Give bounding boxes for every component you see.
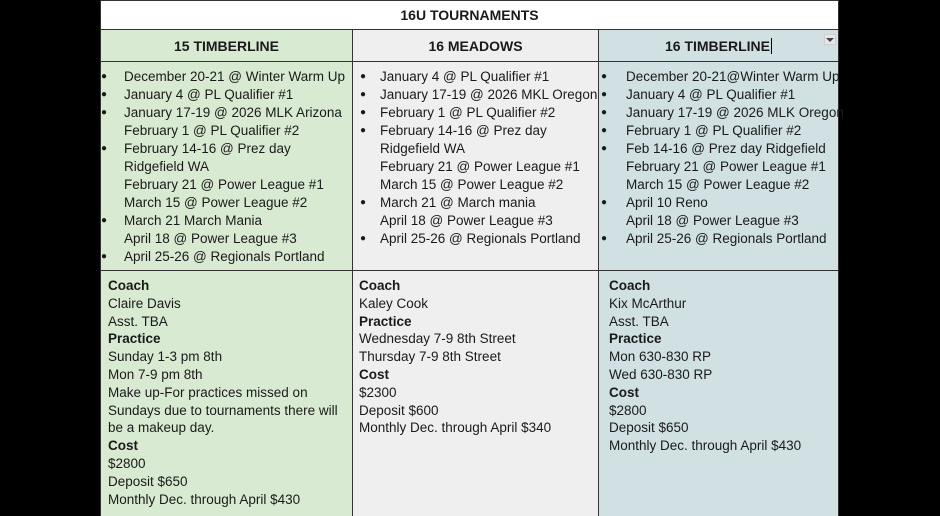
schedule-item (353, 230, 598, 248)
schedule-text: Feb 14-16 @ Prez day Ridgefield (626, 141, 826, 156)
team-name: 16 TIMBERLINE (664, 37, 770, 54)
team-name: 16 MEADOWS (428, 37, 523, 54)
bullet-icon: ● (360, 125, 367, 136)
bullet-icon: ● (101, 251, 108, 262)
schedule-item (101, 212, 352, 230)
table-title: 16U TOURNAMENTS (400, 7, 539, 23)
section-label: Cost (609, 384, 639, 400)
schedule-text: April 18 @ Power League #3 (124, 231, 297, 246)
schedule-text: February 1 @ PL Qualifier #2 (380, 105, 556, 120)
schedule-item (101, 104, 352, 122)
schedule-item (101, 86, 352, 104)
schedule-item (353, 122, 598, 140)
schedule-item (101, 158, 352, 176)
schedule-text: March 21 @ March mania (380, 195, 536, 210)
team-column-16-meadows (352, 30, 598, 516)
bullet-icon: ● (101, 89, 108, 100)
schedule-cell[interactable] (101, 62, 352, 271)
dropdown-arrow-icon[interactable] (824, 34, 836, 45)
schedule-item (101, 248, 352, 266)
info-line: $2300 (359, 384, 397, 400)
header-cell[interactable] (353, 30, 598, 62)
info-line: Make up-For practices missed on (108, 384, 308, 400)
schedule-item (599, 104, 844, 122)
schedule-text: February 21 @ Power League #1 (380, 159, 580, 174)
schedule-text: January 4 @ PL Qualifier #1 (626, 87, 796, 102)
schedule-item (599, 68, 838, 86)
schedule-text: February 1 @ PL Qualifier #2 (626, 123, 802, 138)
bullet-icon: ● (360, 89, 367, 100)
section-label: Cost (359, 366, 389, 382)
header-cell[interactable] (599, 30, 838, 62)
team-column-15-timberline (100, 30, 352, 516)
info-line: Wed 630-830 RP (609, 366, 713, 382)
bullet-icon: ● (601, 71, 608, 82)
info-line: Sundays due to tournaments there will (108, 402, 338, 418)
schedule-text: April 25-26 @ Regionals Portland (380, 231, 581, 246)
info-line: $2800 (609, 402, 647, 418)
schedule-cell[interactable] (599, 62, 844, 271)
section-label: Cost (108, 438, 138, 454)
bullet-icon: ● (360, 197, 367, 208)
bullet-icon: ● (601, 143, 608, 154)
schedule-text: December 20-21@Winter Warm Up (626, 69, 840, 84)
schedule-text: March 15 @ Power League #2 (124, 195, 308, 210)
info-line: Wednesday 7-9 8th Street (359, 331, 516, 347)
info-line: Deposit $650 (609, 420, 689, 436)
schedule-text: February 14-16 @ Prez day (380, 123, 547, 138)
info-cell[interactable] (101, 271, 352, 508)
schedule-text: January 17-19 @ 2026 MKL Oregon (380, 87, 598, 102)
schedule-item (101, 194, 352, 212)
schedule-text: March 21 March Mania (124, 213, 263, 228)
bullet-icon: ● (601, 107, 608, 118)
bullet-icon: ● (601, 125, 608, 136)
schedule-text: March 15 @ Power League #2 (626, 177, 810, 192)
spreadsheet-table (100, 0, 844, 516)
schedule-text: April 18 @ Power League #3 (380, 213, 553, 228)
schedule-item (353, 68, 598, 86)
schedule-item (353, 176, 598, 194)
schedule-item (353, 86, 598, 104)
schedule-item (101, 230, 352, 248)
schedule-item (101, 122, 352, 140)
info-line: Claire Davis (108, 295, 181, 311)
info-line: Deposit $650 (108, 473, 188, 489)
info-line: Kix McArthur (609, 295, 687, 311)
info-line: Mon 7-9 pm 8th (108, 366, 203, 382)
info-line: $2800 (108, 455, 146, 471)
bullet-icon: ● (601, 197, 608, 208)
schedule-text: March 15 @ Power League #2 (380, 177, 564, 192)
schedule-text: April 25-26 @ Regionals Portland (124, 249, 325, 264)
info-line: be a makeup day. (108, 420, 215, 436)
bullet-icon: ● (360, 233, 367, 244)
header-cell[interactable] (101, 30, 352, 62)
schedule-text: April 25-26 @ Regionals Portland (626, 231, 827, 246)
schedule-item (599, 140, 838, 158)
info-line: Sunday 1-3 pm 8th (108, 349, 223, 365)
info-line: Monthly Dec. through April $430 (609, 438, 802, 454)
schedule-item (599, 212, 838, 230)
schedule-cell[interactable] (353, 62, 598, 271)
bullet-icon: ● (101, 71, 108, 82)
schedule-item (353, 194, 598, 212)
bullet-icon: ● (101, 143, 108, 154)
schedule-item (599, 122, 838, 140)
schedule-item (353, 140, 598, 158)
section-label: Coach (359, 278, 401, 293)
schedule-text: April 18 @ Power League #3 (626, 213, 799, 228)
schedule-text: February 21 @ Power League #1 (626, 159, 826, 174)
info-line: Asst. TBA (108, 313, 168, 329)
schedule-text: Ridgefield WA (124, 159, 210, 174)
schedule-text: February 21 @ Power League #1 (124, 177, 324, 192)
bullet-icon: ● (101, 107, 108, 118)
section-label: Practice (609, 331, 662, 347)
schedule-item (101, 176, 352, 194)
section-label: Coach (609, 278, 651, 293)
bullet-icon: ● (601, 233, 608, 244)
info-line: Kaley Cook (359, 295, 429, 311)
schedule-text: January 17-19 @ 2026 MLK Oregon (626, 105, 844, 120)
schedule-text: February 1 @ PL Qualifier #2 (124, 123, 300, 138)
info-line: Asst. TBA (609, 313, 669, 329)
text-cursor (771, 38, 772, 54)
bullet-icon: ● (101, 215, 108, 226)
schedule-text: Ridgefield WA (380, 141, 466, 156)
section-label: Practice (359, 313, 412, 329)
info-line: Mon 630-830 RP (609, 349, 712, 365)
schedule-text: January 4 @ PL Qualifier #1 (124, 87, 294, 102)
bullet-icon: ● (360, 107, 367, 118)
section-label: Coach (108, 278, 150, 293)
schedule-item (599, 86, 838, 104)
schedule-item (599, 158, 838, 176)
bullet-icon: ● (601, 89, 608, 100)
schedule-text: January 17-19 @ 2026 MLK Arizona (124, 105, 342, 120)
schedule-item (353, 158, 598, 176)
schedule-item (599, 176, 838, 194)
team-name: 15 TIMBERLINE (173, 37, 279, 54)
info-line: Thursday 7-9 8th Street (359, 349, 501, 365)
info-line: Deposit $600 (359, 402, 439, 418)
team-column-16-timberline (598, 30, 844, 516)
info-line: Monthly Dec. through April $340 (359, 420, 552, 436)
section-label: Practice (108, 331, 161, 347)
schedule-text: December 20-21 @ Winter Warm Up (124, 69, 346, 84)
schedule-item (599, 194, 838, 212)
schedule-text: January 4 @ PL Qualifier #1 (380, 69, 550, 84)
schedule-text: February 14-16 @ Prez day (124, 141, 291, 156)
schedule-item (599, 230, 838, 248)
info-cell[interactable] (599, 271, 838, 455)
info-line: Monthly Dec. through April $430 (108, 491, 301, 507)
schedule-item (353, 212, 598, 230)
bullet-icon: ● (360, 71, 367, 82)
schedule-item (101, 140, 352, 158)
table-title-cell[interactable] (100, 0, 839, 30)
info-cell[interactable] (353, 271, 598, 437)
schedule-item (353, 104, 598, 122)
schedule-text: April 10 Reno (626, 195, 708, 210)
schedule-item (101, 68, 352, 86)
